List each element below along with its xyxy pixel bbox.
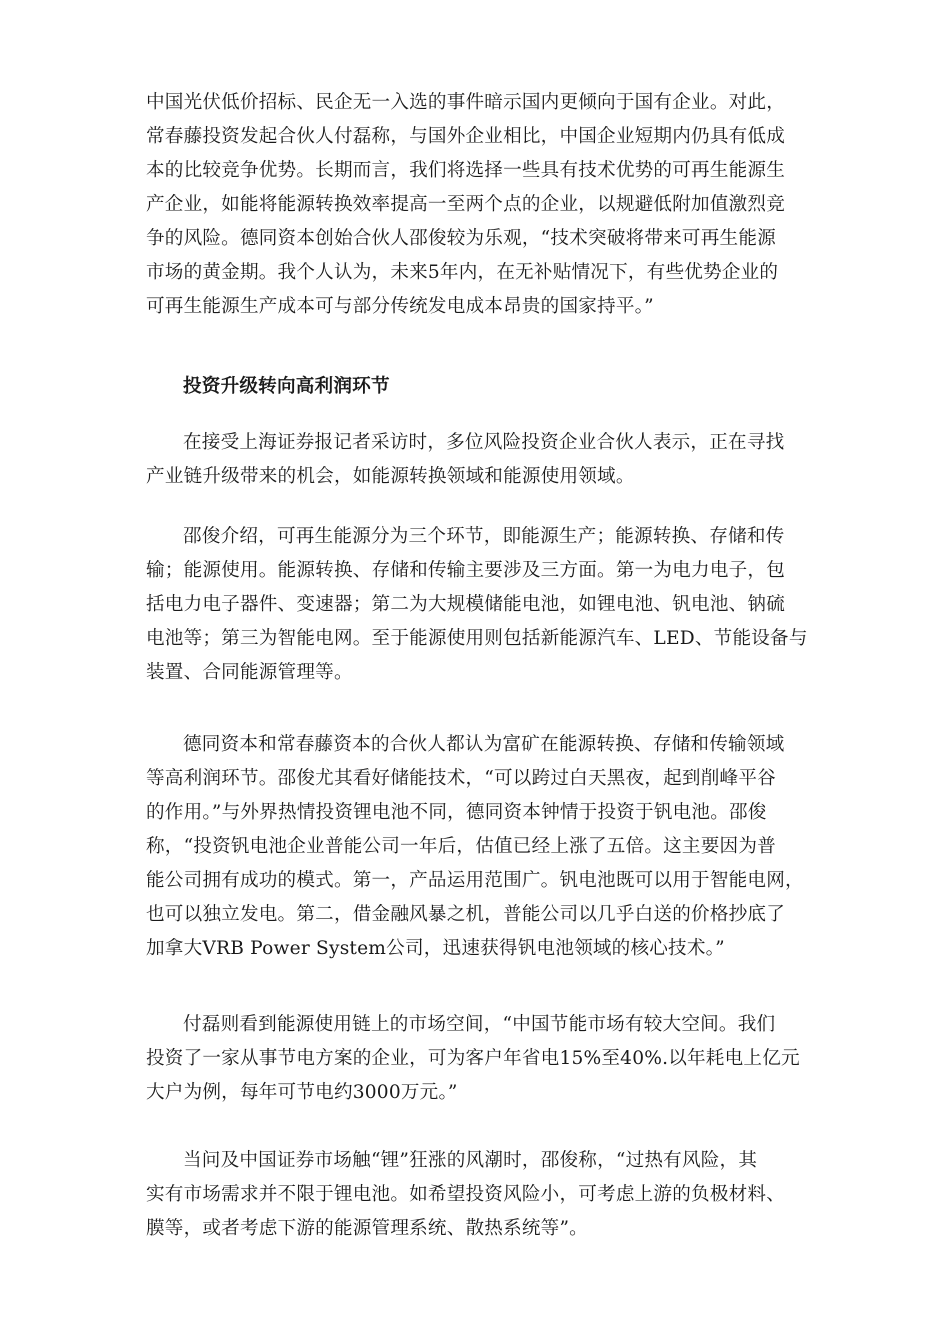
text-line: 付磊则看到能源使用链上的市场空间，“中国节能市场有较大空间。我们 — [183, 1014, 776, 1035]
text-line: 括电力电子器件、变速器；第二为大规模储能电池，如锂电池、钒电池、钠硫 — [146, 594, 785, 615]
text-line: 电池等；第三为智能电网。至于能源使用则包括新能源汽车、LED、节能设备与 — [146, 628, 808, 649]
text-line: 中国光伏低价招标、民企无一入选的事件暗示国内更倾向于国有企业。对此， — [146, 92, 785, 113]
text-line: 装置、合同能源管理等。 — [146, 662, 353, 683]
text-line: 产业链升级带来的机会，如能源转换领域和能源使用领域。 — [146, 466, 635, 487]
text-line: 产企业，如能将能源转换效率提高一至两个点的企业，以规避低附加值激烈竞 — [146, 194, 785, 215]
text-line: 等高利润环节。邵俊尤其看好储能技术，“可以跨过白天黑夜，起到削峰平谷 — [146, 768, 776, 789]
paragraph-photovoltaic-bidding — [146, 86, 816, 324]
text-line: 德同资本和常春藤资本的合伙人都认为富矿在能源转换、存储和传输领域 — [183, 734, 785, 755]
text-line: 投资了一家从事节电方案的企业，可为客户年省电15%至40%.以年耗电上亿元 — [146, 1048, 800, 1069]
text-line: 的作用。”与外界热情投资锂电池不同，德同资本钟情于投资于钒电池。邵俊 — [146, 802, 767, 823]
text-line: 输；能源使用。能源转换、存储和传输主要涉及三方面。第一为电力电子，包 — [146, 560, 785, 581]
text-line: 本的比较竞争优势。长期而言，我们将选择一些具有技术优势的可再生能源生 — [146, 160, 785, 181]
text-line: 可再生能源生产成本可与部分传统发电成本昂贵的国家持平。” — [146, 296, 654, 317]
text-line: 在接受上海证券报记者采访时，多位风险投资企业合伙人表示，正在寻找 — [183, 432, 785, 453]
text-line: 争的风险。德同资本创始合伙人邵俊较为乐观，“技术突破将带来可再生能源 — [146, 228, 776, 249]
text-line: 能公司拥有成功的模式。第一，产品运用范围广。钒电池既可以用于智能电网， — [146, 870, 804, 891]
text-line: 当问及中国证券市场触“锂”狂涨的风潮时，邵俊称，“过热有风险，其 — [183, 1150, 758, 1171]
text-line: 市场的黄金期。我个人认为，未来5年内，在无补贴情况下，有些优势企业的 — [146, 262, 779, 283]
paragraph-lithium-craze — [146, 1144, 816, 1246]
text-line: 称，“投资钒电池企业普能公司一年后，估值已经上涨了五倍。这主要因为普 — [146, 836, 776, 857]
paragraph-vc-interview — [146, 426, 816, 494]
text-line: 实有市场需求并不限于锂电池。如希望投资风险小，可考虑上游的负极材料、 — [146, 1184, 785, 1205]
paragraph-energy-segments — [146, 520, 816, 690]
text-line: 膜等，或者考虑下游的能源管理系统、散热系统等”。 — [146, 1218, 588, 1239]
section-heading-container — [146, 370, 816, 404]
paragraph-vanadium-battery — [146, 728, 816, 966]
text-line: 也可以独立发电。第二，借金融风暴之机，普能公司以几乎白送的价格抄底了 — [146, 904, 785, 925]
text-line: 常春藤投资发起合伙人付磊称，与国外企业相比，中国企业短期内仍具有低成 — [146, 126, 785, 147]
text-line: 加拿大VRB Power System公司，迅速获得钒电池领域的核心技术。” — [146, 938, 725, 959]
text-line: 大户为例，每年可节电约3000万元。” — [146, 1082, 458, 1103]
section-heading: 投资升级转向高利润环节 — [183, 376, 390, 397]
text-line: 邵俊介绍，可再生能源分为三个环节，即能源生产；能源转换、存储和传 — [183, 526, 785, 547]
paragraph-energy-saving-market — [146, 1008, 816, 1110]
